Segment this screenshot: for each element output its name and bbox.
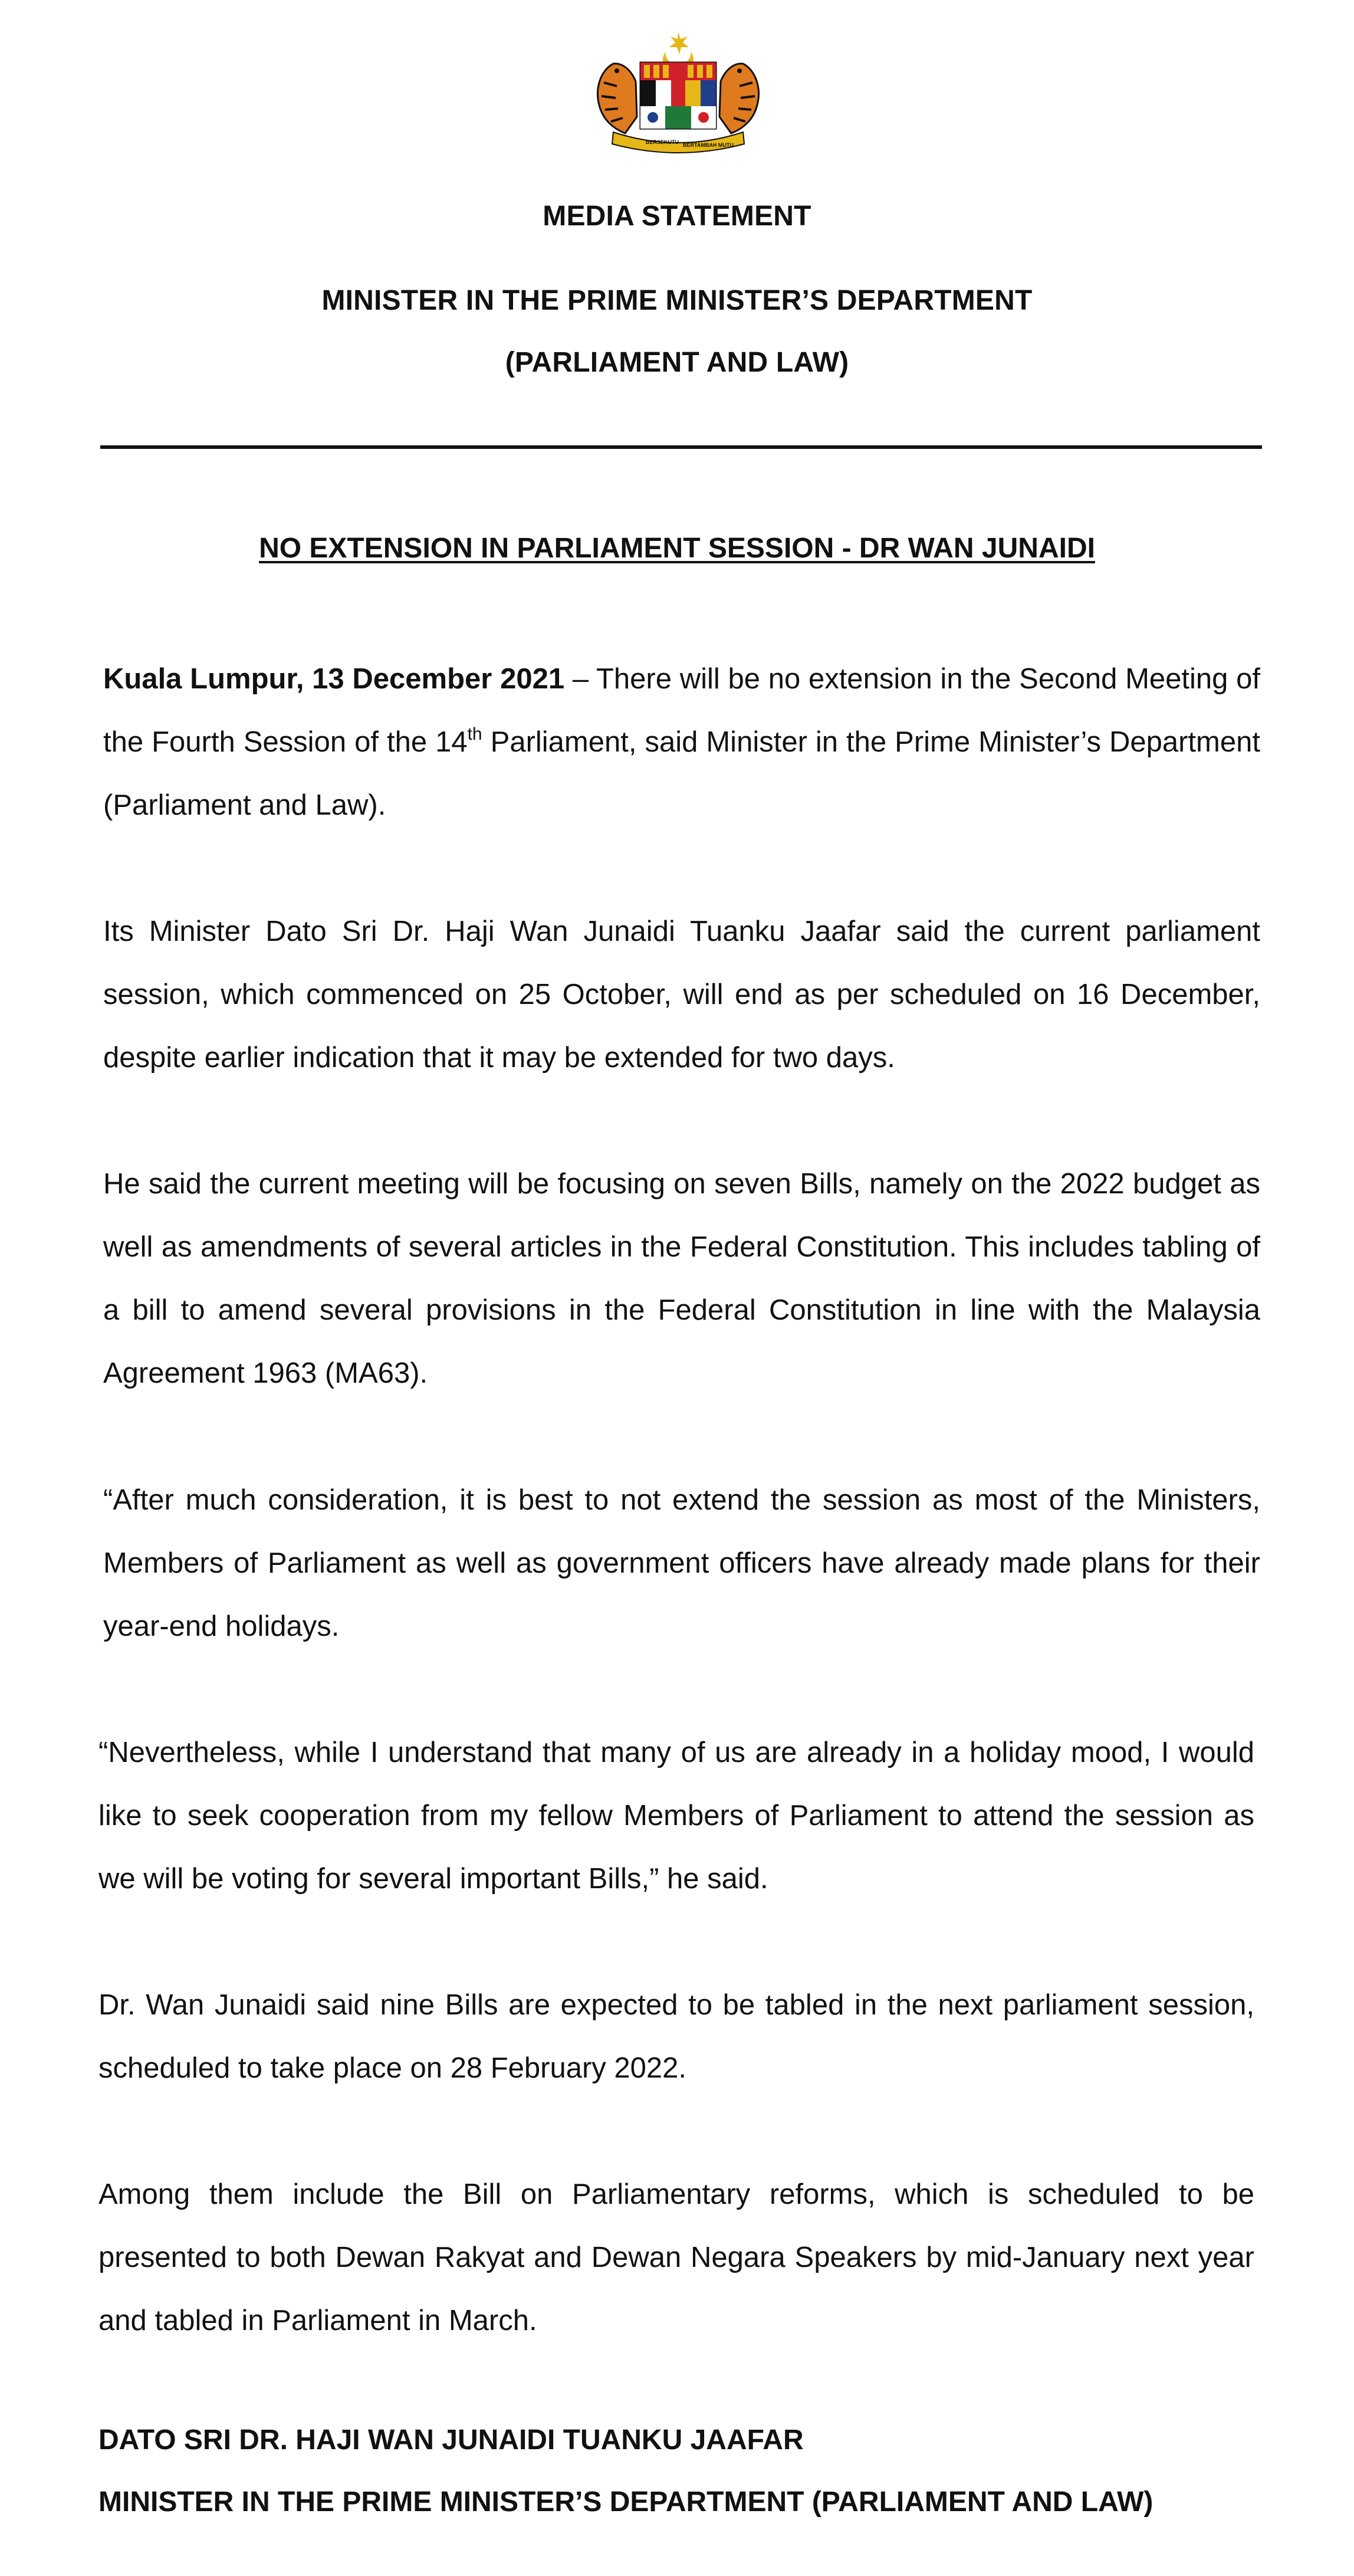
paragraph-2: Its Minister Dato Sri Dr. Haji Wan Junaidi Tuanku Jaafar said the current parliament session, which commenced on 25 October, will end as per scheduled on 16 December, despite earlier indication that it may be extended for two days. xyxy=(103,915,1260,1074)
paragraph-1-text-b: Parliament, said Minister in the Prime Minister’s Department (Parliament and Law). xyxy=(103,726,1260,821)
office-heading-line1: MINISTER IN THE PRIME MINISTER’S DEPARTMENT xyxy=(321,285,1033,316)
motto-right-text: BERTAMBAH MUTU xyxy=(683,142,734,148)
coat-of-arms-emblem xyxy=(590,28,767,158)
ordinal-superscript: th xyxy=(467,724,482,744)
signatory-position: MINISTER IN THE PRIME MINISTER’S DEPARTMENT (PARLIAMENT AND LAW) xyxy=(98,2486,1153,2518)
office-heading-line2: (PARLIAMENT AND LAW) xyxy=(505,347,849,378)
statement-type-heading: MEDIA STATEMENT xyxy=(543,201,811,232)
paragraph-3: He said the current meeting will be focusing on seven Bills, namely on the 2022 budget as well as amendments of several articles in the Federal Constitution. This includes tabling of a bill to amend several provisions in the Federal Constitution in line with the Malaysia Agreement 1963 (MA63). xyxy=(103,1168,1260,1389)
signatory-name: DATO SRI DR. HAJI WAN JUNAIDI TUANKU JAAFAR xyxy=(98,2424,804,2456)
right-tiger-icon xyxy=(719,64,759,133)
dateline: Kuala Lumpur, 13 December 2021 xyxy=(103,663,565,695)
statement-title: NO EXTENSION IN PARLIAMENT SESSION - DR WAN JUNAIDI xyxy=(259,533,1095,564)
paragraph-1 xyxy=(103,648,1260,837)
shield-icon xyxy=(640,63,716,129)
paragraph-6: Dr. Wan Junaidi said nine Bills are expected to be tabled in the next parliament session, scheduled to take place on 28 February 2022. xyxy=(98,1989,1254,2084)
motto-left-text: BERSEKUTU xyxy=(646,139,679,145)
paragraph-5: “Nevertheless, while I understand that many of us are already in a holiday mood, I would like to seek cooperation from my fellow Members of Parliament to attend the session as we will be voting for several important Bills,” he said. xyxy=(98,1737,1254,1895)
left-tiger-icon xyxy=(597,64,637,133)
motto-scroll xyxy=(612,132,744,153)
paragraph-4: “After much consideration, it is best to not extend the session as most of the Ministers, Members of Parliament as well as government officers have already made plans for their year-end holidays. xyxy=(103,1484,1260,1642)
paragraph-7: Among them include the Bill on Parliamentary reforms, which is scheduled to be presented to both Dewan Rakyat and Dewan Negara Speakers by mid-January next year and tabled in Parliament in March. xyxy=(98,2178,1254,2337)
paragraph-1-text-a: – There will be no extension in the Second Meeting of the Fourth Session of the 14 xyxy=(103,663,1261,758)
header-divider xyxy=(100,445,1262,449)
